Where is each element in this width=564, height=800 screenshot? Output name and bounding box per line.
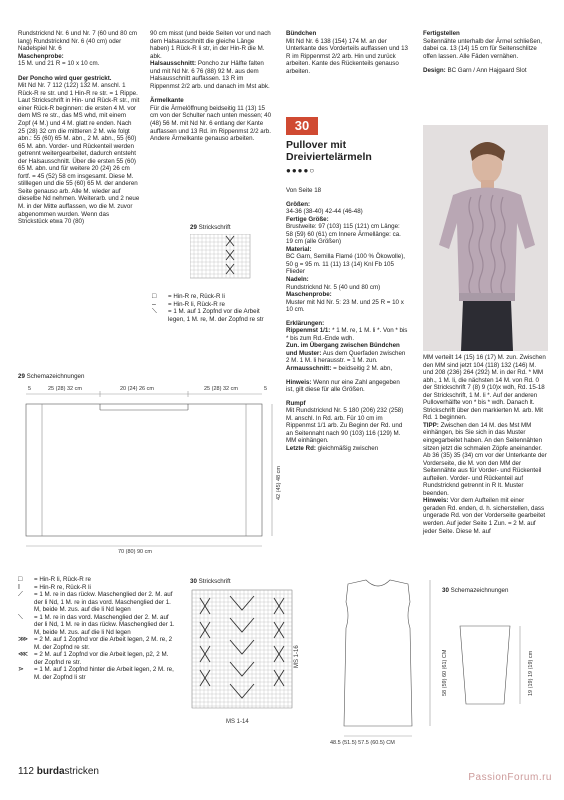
letzte-text: gleichmäßig zwischen <box>317 444 379 452</box>
legend-row: □ = Hin-R re, Rück-R li <box>152 293 225 300</box>
cable-back-icon: ⋗ <box>18 666 24 673</box>
legend-row: – = Hin-R li, Rück-R re <box>152 300 225 308</box>
chart30-grid <box>190 588 310 728</box>
schema29-diagram <box>18 380 284 555</box>
material-text: BC Garn, Semilla Flamé (100 % Ökowolle), 50 g = 95 m. 11 (11) 13 (14) Knl Fb 105 Flieder <box>286 253 405 276</box>
materials-text: Rundstricknd Nr. 6 und Nr. 7 (60 und 80 cm lang) Rundstricknd Nr. 6 (40 cm) oder Nadelspiel Nr. 6 <box>18 30 137 53</box>
knit-box-icon: □ <box>18 576 23 583</box>
nadeln-text: Rundstricknd Nr. 5 (40 und 80 cm) <box>286 283 381 291</box>
schema29-height: 42 (45) 48 cm <box>276 466 282 500</box>
groessen-text: 34-36 (38-40) 42-44 (46-48) <box>286 208 363 216</box>
column-3 <box>286 30 408 75</box>
erkl-heading: Erklärungen: <box>286 319 325 327</box>
bar-icon: I <box>18 583 20 591</box>
fertige-heading: Fertige Größe: <box>286 215 329 223</box>
column-4 <box>423 30 548 75</box>
poncho-text: Mit Nd Nr. 7 112 (122) 132 M. anschl. 1 Rück-R re str. und 1 Hin-R re str. = 1 Rippe. Laut Strickschrift in Hin- und Rück-R str., mit einer Rück-R beginnen: die ersten 4 M. vor dem MS re str., das MS whd, mit einem Zopf (4 M.) und 4 M. glatt re enden. Nach 25 (28) 32 cm die mittleren 2 M. wie folgt abn.: 55 (60) 65 M. abn., 2 M. abn., 55 (60) 65 M. abn. Vorder- und Rückenteil werden getrennt weitergearbeitet, dadurch entsteht der Halsausschnitt. Über die ersten 55 (60) 65 M. abn. und für weitere 20 (24) 26 cm fortf. = 45 (52) 58 cm insgesamt. Diese M. stilllegen und die 55 (60) 65 M. der anderen Seite genauso arb. Alle M. wieder auf dieselbe Nd nehmen. Weiterarb. und 2 neue M. in der Mitte auffassen, wo die M. zuvor abgenommen wurden. Wenn das Strickstück etwa 70 (80) <box>18 82 140 226</box>
cross-left-icon: ⟍ <box>18 613 23 621</box>
arm-text: = beidseitig 2 M. abn, <box>333 365 393 373</box>
fertige-text: Brustweite: 97 (103) 115 (121) cm Länge: 58 (59) 60 (61) cm Innere Ärmellänge: ca. 19 cm (alle Größen) <box>286 223 401 246</box>
design-text: BC Garn / Ann Hajgaard Slot <box>447 67 527 75</box>
page-footer <box>18 766 99 777</box>
schema29-dim-mid: 20 (24) 26 cm <box>120 386 154 392</box>
schema30-sleeve: 19 (19) 19 (19) cm <box>528 650 534 696</box>
hinweis2-heading: Hinweis: <box>423 497 449 505</box>
column-1 <box>18 30 140 226</box>
legend-row: ⟋ = 1 M. re in das rückw. Maschenglied der 2. M. auf der li Nd, 1 M. re in das vord. Maschenglied der 1. M, beide M. zus. auf die li Nd legen <box>18 591 173 613</box>
tipp-heading: TIPP: <box>423 421 439 429</box>
legend-row: ⟍ = 1 M. re in das vord. Maschenglied der 2. M. auf der li Nd, 1 M. re in das rückw. Maschenglied der 1. M, beide M. zus. auf die li Nd legen <box>18 613 175 636</box>
rumpf-heading: Rumpf <box>286 399 306 407</box>
groessen-heading: Größen: <box>286 200 311 208</box>
schema29-five-left: 5 <box>28 386 32 392</box>
col4b-text: MM verteilt 14 (15) 16 (17) M. zun. Zwischen den MM sind jetzt 104 (118) 132 (146) M. und 208 (236) 264 (292) M. in der Rd. * MM abh., 1 M. li, die nächsten 14 M. von Rd. 0 der Strickschrift 7 (8) 9 (10)x wdh, Rd. 15-18 der Strickschrift, 1 M. li *. Auf der anderen Pulloverhälfte von * bis * wdh. Danach lt. Strickschrift über den markierten M. arb. Mit Rd. 1 beginnen. <box>423 354 546 422</box>
chart30-title: 30 Strickschrift <box>190 578 231 585</box>
rip-text: * 1 M. re, 1 M. li *. Von * bis * bis zum Rd.-Ende wdh. <box>286 327 408 342</box>
chart29-legend <box>152 293 277 323</box>
purl-dash-icon: – <box>152 300 156 308</box>
schema29-five-right: 5 <box>264 386 268 392</box>
cross-right-icon: ⟋ <box>18 591 23 598</box>
zun-heading: Zun. im Übergang zwischen Bündchen und Muster: <box>286 342 400 357</box>
buendchen-text: Mit Nd Nr. 6 138 (154) 174 M. an der Unterkante des Vorderteils auffassen und 13 R im Rippenmst 2/2 arb. Hin und zurück arbeiten. Kante des Rückenteils genauso arbeiten. <box>286 37 408 75</box>
schema30-diagram <box>310 576 554 748</box>
difficulty-dots: ●●●●○ <box>286 166 316 175</box>
schema30-title: 30 Schemazeichnungen <box>442 587 509 594</box>
sweater-photo <box>423 125 548 351</box>
hinweis-heading: Hinweis: <box>286 378 312 386</box>
column-4-continued <box>423 354 548 535</box>
schema30-bottom: 48.5 (51.5) 57.5 (60.5) CM <box>330 740 395 746</box>
letzte-heading: Letzte Rd: <box>286 444 316 452</box>
chart30-ms-right: MS 1-16 <box>294 645 300 668</box>
schema29-dim-left: 25 (28) 32 cm <box>48 386 82 392</box>
schema29-dim-right: 25 (28) 32 cm <box>204 386 238 392</box>
schema29-title: 29 Schemazeichnungen <box>18 373 85 380</box>
buendchen-heading: Bündchen <box>286 30 317 37</box>
legend-row: ⟍ = 1 M. auf 1 Zopfnd vor die Arbeit legen, 1 M. re, M. der Zopfnd re str <box>152 308 264 323</box>
legend-row: I = Hin-R re, Rück-R li <box>18 583 91 591</box>
aermel-heading: Ärmelkante <box>150 97 184 105</box>
mp-text: Muster mit Nd Nr. 5: 23 M. und 25 R = 10 x 10 cm. <box>286 298 404 314</box>
brand-name: burda <box>36 766 65 777</box>
pattern-instructions <box>286 187 408 453</box>
design-heading: Design: <box>423 67 446 75</box>
hals-text: Poncho zur Hälfte falten und mit Nd Nr. 6 76 (88) 92 M. aus dem Halsausschnitt auffassen. 13 R im Rippenmst 2/2 arb. und danach im Mst abk. <box>150 60 270 90</box>
legend-row: ⋙ = 2 M. auf 1 Zopfnd vor die Arbeit legen, 2 M. re, 2 M. der Zopfnd re str. <box>18 636 173 651</box>
page-number: 112 <box>18 766 34 777</box>
knit-box-icon: □ <box>152 293 157 300</box>
column-2 <box>150 30 272 143</box>
aermel-text: Für die Ärmelöffnung beidseitig 11 (13) 15 cm von der Schulter nach unten messen; 40 (48) 56 M. mit Nd Nr. 6 entlang der Kante auffassen und 13 Rd. im Rippenmst 2/2 arb. Andere Ärmelkante genauso arbeiten. <box>150 104 272 143</box>
von-seite: Von Seite 18 <box>286 187 322 194</box>
legend-row: ⋘ = 2 M. auf 1 Zopfnd vor die Arbeit legen, p2, 2 M. der Zopfnd re str. <box>18 651 169 666</box>
material-heading: Material: <box>286 245 312 253</box>
chart30-ms-bottom: MS 1-14 <box>226 719 249 725</box>
cable-icon: ⟍ <box>152 308 157 315</box>
hals-heading: Halsausschnitt: <box>150 60 197 68</box>
chart29-grid <box>190 234 252 280</box>
brand-suffix: stricken <box>64 766 99 777</box>
legend-row: □ = Hin-R li, Rück-R re <box>18 576 91 583</box>
tipp-text: Zwischen den 14 M. des Mst MM einhängen, bis Sie sich in das Muster eingegarbeitet haben. An den Seitennähten sitzen jetzt die schmalen Zöpfe aneinander. Ab 36 (35) 35 (34) cm vor der Unterkante der Vorderseite, die M. von den MM der Seitennähte aus für Vorder- und Rückenteil aufteilen. Vorder- und Rückenteil auf Rundstricknd getrennt in R lt. Muster beenden. <box>423 421 547 497</box>
chart29-title: 29 Strickschrift <box>190 224 231 231</box>
chart30-legend <box>18 576 178 681</box>
legend-row: ⋗ = 1 M. auf 1 Zopfnd hinter die Arbeit legen, 2 M. re, M. der Zopfnd li str <box>18 666 174 681</box>
nadeln-heading: Nadeln: <box>286 276 309 284</box>
schema30-height: 58 (59) 60 (61) CM <box>442 649 448 696</box>
cable-right-icon: ⋙ <box>18 636 28 643</box>
cable-left-icon: ⋘ <box>18 651 28 658</box>
mp-heading: Maschenprobe: <box>286 291 332 299</box>
rumpf-text: Mit Rundstricknd Nr. 5 180 (206) 232 (258) M. anschl. In Rd. arb. Für 10 cm im Rippenmst 1/1 arb. Zu Beginn der Rd. und an Seitennaht nach 90 (103) 116 (129) M. MM einhängen. <box>286 407 404 445</box>
rip-heading: Rippenmst 1/1: <box>286 327 331 335</box>
arm-heading: Armausschnitt: <box>286 365 332 373</box>
pattern-title: Pullover mit Dreiviertelärmeln <box>286 139 372 163</box>
hinweis-text: Wenn nur eine Zahl angegeben ist, gilt diese für alle Größen. <box>286 378 400 394</box>
maschenprobe-heading: Maschenprobe: <box>18 52 64 60</box>
maschenprobe-text: 15 M. und 21 R = 10 x 10 cm. <box>18 60 100 68</box>
hinweis2-text: Vor dem Aufteilen mit einer geraden Rd. enden, d. h. sicherstellen, dass ungerade Rd. von der Vorderseite gearbeitet werden. Auf jeder Seite 1 Zun. = 2 M. auf jeder Seite. Diese M. auf <box>423 497 546 535</box>
poncho-heading: Der Poncho wird quer gestrickt. <box>18 74 112 82</box>
schema29-bottom: 70 (80) 90 cm <box>118 549 152 555</box>
pattern-number-badge: 30 <box>286 117 318 135</box>
fertig-heading: Fertigstellen <box>423 30 460 37</box>
fertig-text: Seitennähte unterhalb der Ärmel schließen, dabei ca. 13 (14) 15 cm für Seitenschlitze offen lassen. Alle Fäden vernähen. <box>423 37 543 60</box>
watermark: PassionForum.ru <box>468 772 552 783</box>
zun-text: Aus dem Querfaden zwischen 2 M. 1 M. li herausstr. = 1 M. zun. <box>286 349 406 365</box>
col2-intro: 90 cm misst (und beide Seiten vor und nach dem Halsausschnitt die gleiche Länge haben) 1 Rück-R li str, in der Hin-R die M. abk. <box>150 30 271 60</box>
